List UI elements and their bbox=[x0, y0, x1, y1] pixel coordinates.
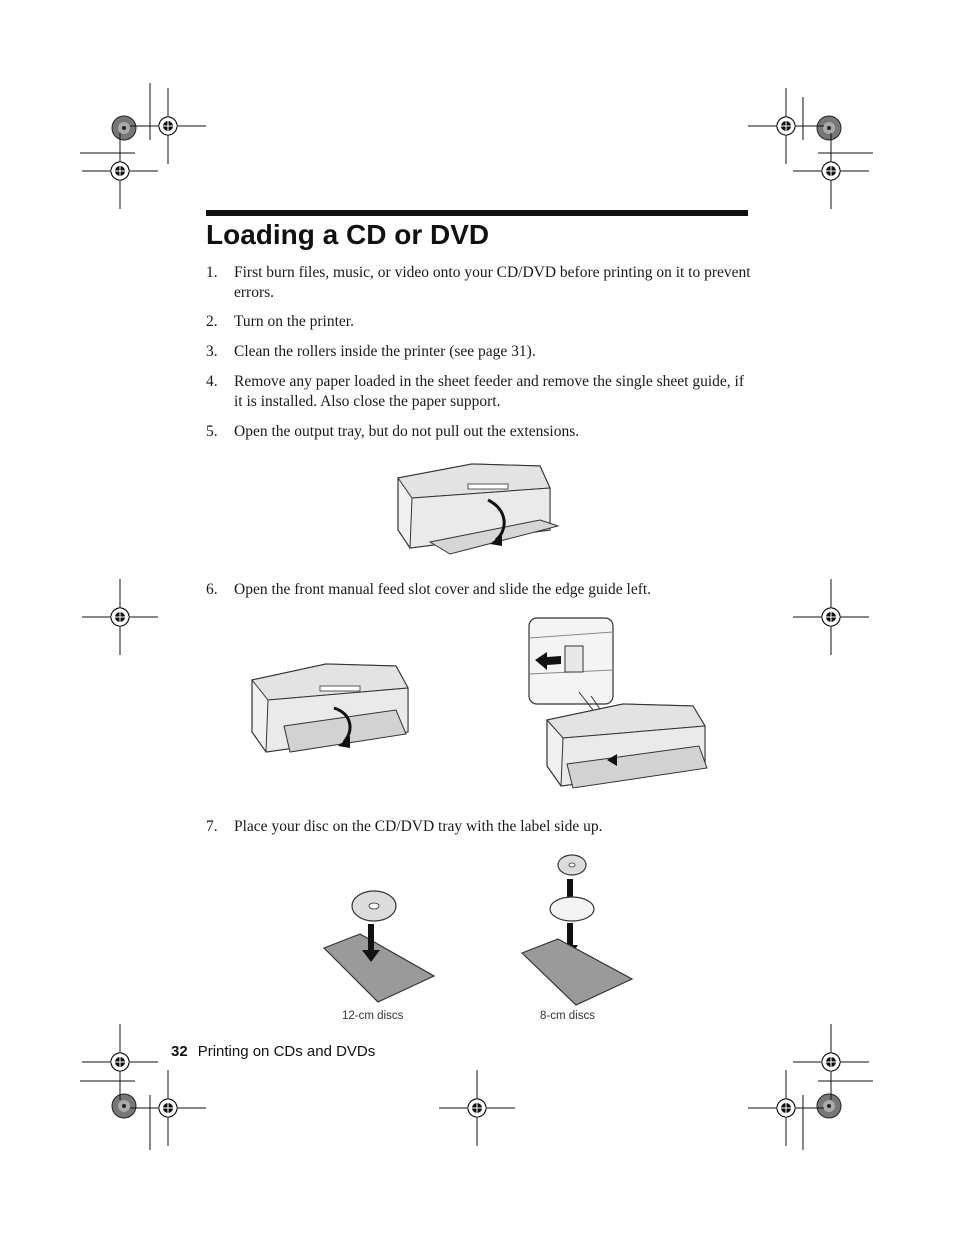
step-3 bbox=[206, 342, 751, 362]
printer-output-tray-figure bbox=[390, 460, 562, 556]
step-1 bbox=[206, 263, 751, 303]
step-text: Turn on the printer. bbox=[234, 313, 354, 330]
step-text: Open the output tray, but do not pull out the extensions. bbox=[234, 423, 580, 440]
page-number: 32 bbox=[171, 1043, 188, 1060]
page-footer bbox=[171, 1043, 375, 1060]
large-disc-tray-figure bbox=[320, 888, 438, 1008]
step-text: First burn files, music, or video onto your CD/DVD before printing on it to prevent errors. bbox=[234, 264, 751, 301]
step-number: 6. bbox=[206, 581, 218, 598]
step-number: 3. bbox=[206, 343, 218, 360]
step-number: 1. bbox=[206, 264, 218, 281]
step-text: Remove any paper loaded in the sheet feeder and remove the single sheet guide, if it is installed. Also close the paper support. bbox=[234, 373, 745, 410]
caption-12cm: 12-cm discs bbox=[342, 1010, 404, 1022]
section-title: Printing on CDs and DVDs bbox=[197, 1043, 376, 1060]
step-text: Place your disc on the CD/DVD tray with the label side up. bbox=[234, 818, 603, 835]
step-5 bbox=[206, 422, 751, 442]
caption-8cm: 8-cm discs bbox=[540, 1010, 595, 1022]
page-title: Loading a CD or DVD bbox=[206, 219, 490, 250]
step-4 bbox=[206, 372, 751, 412]
step-text: Open the front manual feed slot cover and slide the edge guide left. bbox=[234, 581, 652, 598]
step-text: Clean the rollers inside the printer (see page 31). bbox=[234, 343, 536, 360]
step-number: 4. bbox=[206, 373, 218, 390]
edge-guide-detail-figure bbox=[527, 616, 711, 798]
step-number: 5. bbox=[206, 423, 218, 440]
small-disc-tray-figure bbox=[518, 853, 636, 1009]
step-number: 2. bbox=[206, 313, 218, 330]
step-2 bbox=[206, 312, 751, 332]
step-6 bbox=[206, 580, 751, 600]
step-number: 7. bbox=[206, 818, 218, 835]
step-7 bbox=[206, 817, 751, 837]
printer-feed-slot-figure bbox=[246, 660, 416, 760]
